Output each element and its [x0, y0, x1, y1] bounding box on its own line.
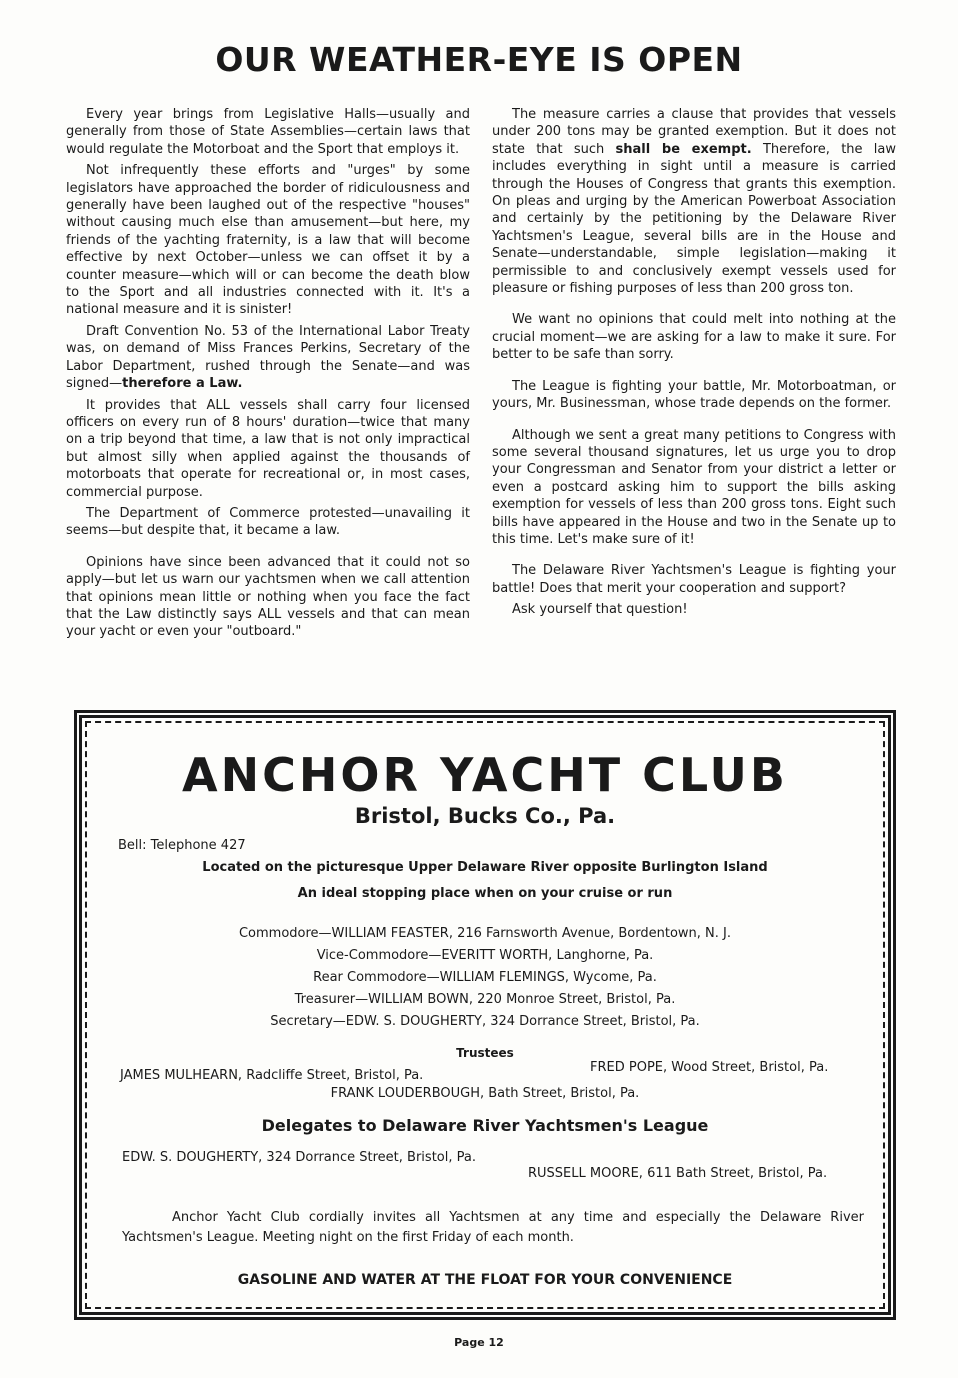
left-p3-bold: therefore a Law.: [122, 376, 243, 392]
ad-subtitle: Bristol, Bucks Co., Pa.: [354, 804, 616, 828]
officer-commodore: Commodore—WILLIAM FEASTER, 216 Farnsworth Avenue, Bordentown, N. J.: [238, 926, 732, 941]
officer-vice-commodore: Vice-Commodore—EVERITT WORTH, Langhorne, Pa.: [316, 948, 654, 963]
anchor-yacht-club-ad: [74, 710, 896, 1320]
delegates-heading: Delegates to Delaware River Yachtsmen's League: [261, 1116, 709, 1135]
right-paragraph-5: The Delaware River Yachtsmen's League is fighting your battle! Does that merit your cooperation and support?: [492, 563, 896, 596]
trustee-2: FRED POPE, Wood Street, Bristol, Pa.: [590, 1060, 829, 1075]
page-number: Page 12: [454, 1336, 504, 1349]
right-p1-text-a: The measure carries a clause that provides that vessels under 200 tons may be granted exemption. But it does not state that such: [492, 107, 896, 157]
ad-phone: Bell: Telephone 427: [118, 838, 246, 853]
left-paragraph-5: The Department of Commerce protested—unavailing it seems—but despite that, it became a law.: [66, 505, 470, 539]
left-column: [66, 106, 470, 645]
delegate-1: EDW. S. DOUGHERTY, 324 Dorrance Street, Bristol, Pa.: [122, 1150, 476, 1165]
headline: OUR WEATHER-EYE IS OPEN: [215, 40, 743, 79]
ad-invitation: Anchor Yacht Club cordially invites all Yachtsmen at any time and especially the Delaware River Yachtsmen's League. Meeting night on the first Friday of each month.: [122, 1210, 864, 1245]
right-paragraph-2: We want no opinions that could melt into nothing at the crucial moment—we are asking for a law to make it sure. For better to be safe than sorry.: [492, 312, 896, 363]
ad-stopping-place: An ideal stopping place when on your cruise or run: [297, 886, 673, 901]
delegate-2: RUSSELL MOORE, 611 Bath Street, Bristol, Pa.: [528, 1166, 828, 1181]
ad-gasoline-notice: GASOLINE AND WATER AT THE FLOAT FOR YOUR CONVENIENCE: [237, 1272, 733, 1288]
officer-treasurer: Treasurer—WILLIAM BOWN, 220 Monroe Street, Bristol, Pa.: [294, 992, 676, 1007]
left-paragraph-2: Not infrequently these efforts and "urges" by some legislators have approached the border of ridiculousness and generally have been laughed out of the respective "houses" without causing much else than amusement—but here, my friends of the yachting fraternity, is a law that will become effective by next October—unless we can offset it by a counter measure—which will or can become the death blow to the Sport and all industries connected with it. It's a national measure and it is sinister!: [66, 163, 470, 318]
ad-title: ANCHOR YACHT CLUB: [182, 748, 788, 802]
right-p1-text-c: Therefore, the law includes everything in sight until a measure is carried through the Houses of Congress that grants this exemption. On pleas and urging by the American Powerboat Association and certainly by the petitioning by the Delaware River Yachtsmen's League, several bills are in the House and Senate—understandable, simple legislation—making it permissible to and conclusively exempt vessels used for pleasure or fishing purposes of less than 200 gross ton.: [492, 141, 897, 297]
right-p1-bold: shall be exempt.: [615, 141, 752, 157]
officer-rear-commodore: Rear Commodore—WILLIAM FLEMINGS, Wycome, Pa.: [313, 970, 657, 985]
left-paragraph-4: It provides that ALL vessels shall carry four licensed officers on every run of 8 hours' duration—twice that many on a trip beyond that time, a law that is not only impractical but almost silly when applied against the thousands of motorboats that operate for recreational or, in most cases, commercial purpose.: [66, 397, 470, 500]
right-paragraph-1: [492, 106, 896, 297]
right-column: [492, 106, 896, 623]
right-paragraph-4: Although we sent a great many petitions to Congress with some several thousand signatures, let us urge you to drop your Congressman and Senator from your district a letter or even a postcard asking him to support the bills asking exemption for vessels of less than 200 gross tons. Eight such bills have appeared in the House and two in the Senate up to this time. Let's make sure of it!: [492, 427, 896, 547]
right-paragraph-6: Ask yourself that question!: [512, 602, 688, 618]
right-paragraph-3: The League is fighting your battle, Mr. Motorboatman, or yours, Mr. Businessman, whose trade depends on the former.: [492, 378, 896, 412]
trustees-heading: Trustees: [456, 1046, 514, 1060]
officer-secretary: Secretary—EDW. S. DOUGHERTY, 324 Dorrance Street, Bristol, Pa.: [270, 1014, 700, 1029]
trustee-1: JAMES MULHEARN, Radcliffe Street, Bristol, Pa.: [120, 1068, 424, 1083]
left-p3-text: Draft Convention No. 53 of the International Labor Treaty was, on demand of Miss Frances Perkins, Secretary of the Labor Department, rushed through the Senate—and was signed—: [66, 323, 470, 392]
left-paragraph-1: Every year brings from Legislative Halls—usually and generally from those of State Assemblies—certain laws that would regulate the Motorboat and the Sport that employs it.: [66, 107, 470, 157]
ad-location: Located on the picturesque Upper Delaware River opposite Burlington Island: [202, 860, 768, 875]
trustee-3: FRANK LOUDERBOUGH, Bath Street, Bristol, Pa.: [330, 1086, 640, 1101]
left-paragraph-6: Opinions have since been advanced that it could not so apply—but let us warn our yachtsmen when we call attention that opinions mean little or nothing when you face the fact that the Law distinctly says ALL vessels and that can mean your yacht or even your "outboard.": [66, 554, 470, 640]
left-paragraph-3: [66, 323, 470, 393]
